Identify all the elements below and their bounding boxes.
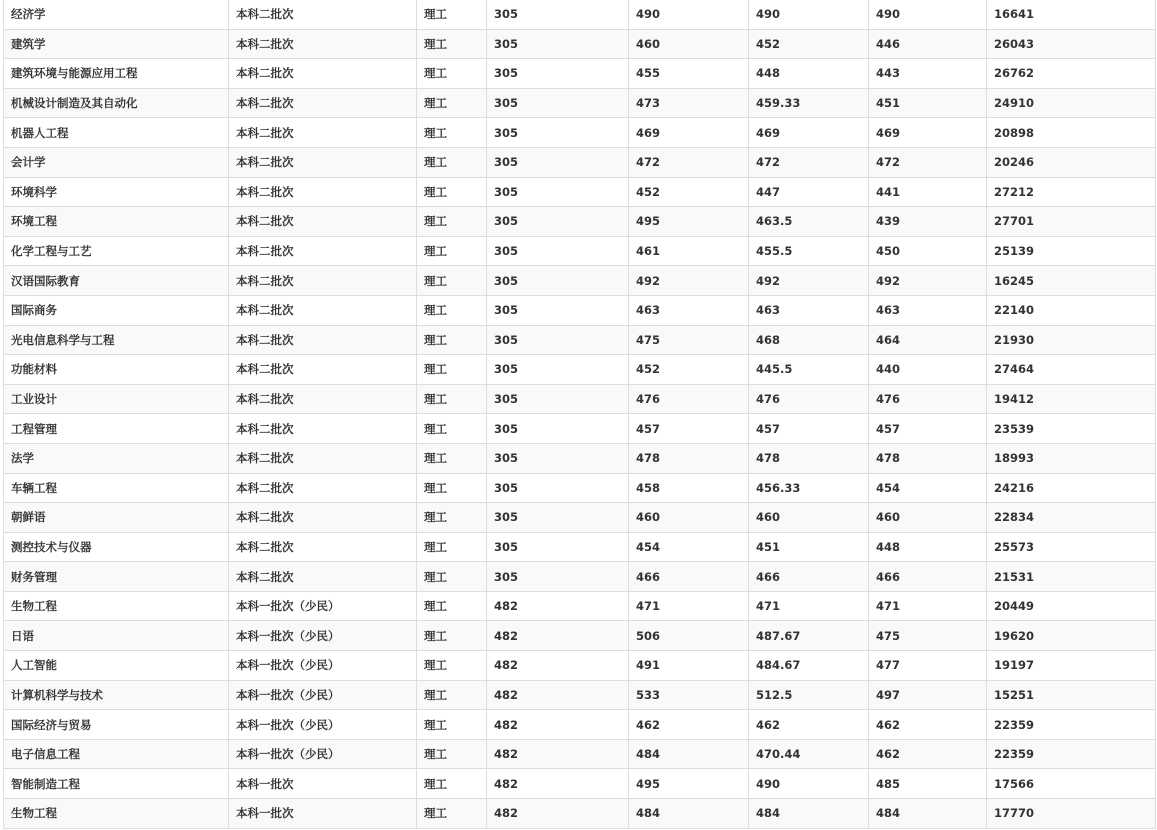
category-cell: 理工 — [417, 443, 487, 473]
batch-cell: 本科二批次 — [229, 443, 417, 473]
table-row — [4, 177, 1156, 207]
batch-cell: 本科二批次 — [229, 266, 417, 296]
max-score-cell: 484 — [629, 799, 749, 829]
batch-cell: 本科二批次 — [229, 177, 417, 207]
category-cell: 理工 — [417, 562, 487, 592]
min-score-cell: 451 — [869, 88, 987, 118]
major-cell: 国际经济与贸易 — [4, 710, 229, 740]
max-score-cell: 455 — [629, 59, 749, 89]
min-score-cell: 464 — [869, 325, 987, 355]
control-line-cell: 305 — [487, 355, 629, 385]
avg-score-cell: 484.67 — [749, 651, 869, 681]
control-line-cell: 482 — [487, 651, 629, 681]
min-score-cell: 443 — [869, 59, 987, 89]
major-cell: 光电信息科学与工程 — [4, 325, 229, 355]
avg-score-cell: 460 — [749, 503, 869, 533]
major-cell: 车辆工程 — [4, 473, 229, 503]
table-row — [4, 769, 1156, 799]
major-cell: 智能制造工程 — [4, 769, 229, 799]
control-line-cell: 305 — [487, 147, 629, 177]
batch-cell: 本科二批次 — [229, 207, 417, 237]
table-row — [4, 295, 1156, 325]
avg-score-cell: 466 — [749, 562, 869, 592]
min-rank-cell: 24216 — [987, 473, 1156, 503]
category-cell: 理工 — [417, 177, 487, 207]
major-cell: 建筑环境与能源应用工程 — [4, 59, 229, 89]
category-cell: 理工 — [417, 651, 487, 681]
max-score-cell: 490 — [629, 0, 749, 29]
control-line-cell: 305 — [487, 503, 629, 533]
table-row — [4, 88, 1156, 118]
major-cell: 财务管理 — [4, 562, 229, 592]
category-cell: 理工 — [417, 0, 487, 29]
control-line-cell: 305 — [487, 118, 629, 148]
min-score-cell: 450 — [869, 236, 987, 266]
min-score-cell: 463 — [869, 295, 987, 325]
table-row — [4, 118, 1156, 148]
min-score-cell: 462 — [869, 710, 987, 740]
category-cell: 理工 — [417, 325, 487, 355]
avg-score-cell: 459.33 — [749, 88, 869, 118]
min-rank-cell: 20246 — [987, 147, 1156, 177]
avg-score-cell: 445.5 — [749, 355, 869, 385]
avg-score-cell: 457 — [749, 414, 869, 444]
control-line-cell: 305 — [487, 177, 629, 207]
category-cell: 理工 — [417, 710, 487, 740]
table-row — [4, 236, 1156, 266]
min-rank-cell: 26043 — [987, 29, 1156, 59]
min-score-cell: 454 — [869, 473, 987, 503]
control-line-cell: 305 — [487, 0, 629, 29]
control-line-cell: 305 — [487, 443, 629, 473]
batch-cell: 本科二批次 — [229, 562, 417, 592]
max-score-cell: 506 — [629, 621, 749, 651]
control-line-cell: 305 — [487, 29, 629, 59]
min-score-cell: 448 — [869, 532, 987, 562]
min-rank-cell: 19197 — [987, 651, 1156, 681]
category-cell: 理工 — [417, 414, 487, 444]
avg-score-cell: 487.67 — [749, 621, 869, 651]
min-rank-cell: 25139 — [987, 236, 1156, 266]
table-row — [4, 503, 1156, 533]
table-row — [4, 29, 1156, 59]
major-cell: 工业设计 — [4, 384, 229, 414]
batch-cell: 本科一批次 — [229, 769, 417, 799]
control-line-cell: 305 — [487, 384, 629, 414]
min-score-cell: 478 — [869, 443, 987, 473]
batch-cell: 本科二批次 — [229, 503, 417, 533]
batch-cell: 本科一批次（少民） — [229, 651, 417, 681]
major-cell: 化学工程与工艺 — [4, 236, 229, 266]
major-cell: 会计学 — [4, 147, 229, 177]
category-cell: 理工 — [417, 266, 487, 296]
category-cell: 理工 — [417, 384, 487, 414]
category-cell: 理工 — [417, 532, 487, 562]
major-cell: 机械设计制造及其自动化 — [4, 88, 229, 118]
max-score-cell: 475 — [629, 325, 749, 355]
max-score-cell: 466 — [629, 562, 749, 592]
control-line-cell: 305 — [487, 88, 629, 118]
min-score-cell: 476 — [869, 384, 987, 414]
avg-score-cell: 455.5 — [749, 236, 869, 266]
major-cell: 功能材料 — [4, 355, 229, 385]
control-line-cell: 482 — [487, 710, 629, 740]
table-row — [4, 621, 1156, 651]
min-rank-cell: 25573 — [987, 532, 1156, 562]
batch-cell: 本科二批次 — [229, 384, 417, 414]
category-cell: 理工 — [417, 591, 487, 621]
control-line-cell: 305 — [487, 532, 629, 562]
control-line-cell: 305 — [487, 562, 629, 592]
batch-cell: 本科二批次 — [229, 59, 417, 89]
control-line-cell: 482 — [487, 591, 629, 621]
category-cell: 理工 — [417, 739, 487, 769]
batch-cell: 本科二批次 — [229, 0, 417, 29]
table-row — [4, 59, 1156, 89]
control-line-cell: 482 — [487, 799, 629, 829]
min-rank-cell: 20898 — [987, 118, 1156, 148]
min-rank-cell: 27701 — [987, 207, 1156, 237]
major-cell: 朝鲜语 — [4, 503, 229, 533]
avg-score-cell: 469 — [749, 118, 869, 148]
batch-cell: 本科二批次 — [229, 236, 417, 266]
category-cell: 理工 — [417, 503, 487, 533]
batch-cell: 本科二批次 — [229, 118, 417, 148]
major-cell: 电子信息工程 — [4, 739, 229, 769]
max-score-cell: 484 — [629, 739, 749, 769]
control-line-cell: 305 — [487, 295, 629, 325]
category-cell: 理工 — [417, 236, 487, 266]
table-row — [4, 651, 1156, 681]
batch-cell: 本科一批次（少民） — [229, 710, 417, 740]
avg-score-cell: 484 — [749, 799, 869, 829]
avg-score-cell: 463.5 — [749, 207, 869, 237]
avg-score-cell: 456.33 — [749, 473, 869, 503]
min-score-cell: 462 — [869, 739, 987, 769]
major-cell: 工程管理 — [4, 414, 229, 444]
table-row — [4, 710, 1156, 740]
min-score-cell: 477 — [869, 651, 987, 681]
max-score-cell: 491 — [629, 651, 749, 681]
control-line-cell: 482 — [487, 680, 629, 710]
max-score-cell: 454 — [629, 532, 749, 562]
major-cell: 环境工程 — [4, 207, 229, 237]
major-cell: 生物工程 — [4, 799, 229, 829]
max-score-cell: 492 — [629, 266, 749, 296]
control-line-cell: 305 — [487, 266, 629, 296]
major-cell: 汉语国际教育 — [4, 266, 229, 296]
category-cell: 理工 — [417, 88, 487, 118]
control-line-cell: 482 — [487, 621, 629, 651]
category-cell: 理工 — [417, 59, 487, 89]
category-cell: 理工 — [417, 799, 487, 829]
avg-score-cell: 470.44 — [749, 739, 869, 769]
min-rank-cell: 27212 — [987, 177, 1156, 207]
avg-score-cell: 462 — [749, 710, 869, 740]
major-cell: 人工智能 — [4, 651, 229, 681]
min-rank-cell: 16245 — [987, 266, 1156, 296]
min-score-cell: 471 — [869, 591, 987, 621]
major-cell: 环境科学 — [4, 177, 229, 207]
min-score-cell: 492 — [869, 266, 987, 296]
category-cell: 理工 — [417, 118, 487, 148]
min-rank-cell: 19412 — [987, 384, 1156, 414]
table-row — [4, 591, 1156, 621]
batch-cell: 本科一批次（少民） — [229, 591, 417, 621]
category-cell: 理工 — [417, 473, 487, 503]
min-rank-cell: 20449 — [987, 591, 1156, 621]
table-row — [4, 0, 1156, 29]
min-rank-cell: 19620 — [987, 621, 1156, 651]
major-cell: 法学 — [4, 443, 229, 473]
batch-cell: 本科一批次 — [229, 799, 417, 829]
admission-scores-table-container — [3, 0, 1155, 829]
batch-cell: 本科二批次 — [229, 147, 417, 177]
min-rank-cell: 17770 — [987, 799, 1156, 829]
batch-cell: 本科二批次 — [229, 325, 417, 355]
table-row — [4, 207, 1156, 237]
min-rank-cell: 21531 — [987, 562, 1156, 592]
max-score-cell: 533 — [629, 680, 749, 710]
batch-cell: 本科二批次 — [229, 295, 417, 325]
control-line-cell: 305 — [487, 473, 629, 503]
avg-score-cell: 492 — [749, 266, 869, 296]
batch-cell: 本科二批次 — [229, 473, 417, 503]
max-score-cell: 452 — [629, 177, 749, 207]
table-body — [4, 0, 1156, 828]
avg-score-cell: 468 — [749, 325, 869, 355]
max-score-cell: 495 — [629, 207, 749, 237]
major-cell: 测控技术与仪器 — [4, 532, 229, 562]
table-row — [4, 384, 1156, 414]
table-row — [4, 443, 1156, 473]
category-cell: 理工 — [417, 621, 487, 651]
min-rank-cell: 18993 — [987, 443, 1156, 473]
max-score-cell: 495 — [629, 769, 749, 799]
category-cell: 理工 — [417, 207, 487, 237]
table-row — [4, 147, 1156, 177]
major-cell: 经济学 — [4, 0, 229, 29]
min-score-cell: 460 — [869, 503, 987, 533]
min-score-cell: 472 — [869, 147, 987, 177]
avg-score-cell: 451 — [749, 532, 869, 562]
batch-cell: 本科二批次 — [229, 355, 417, 385]
min-rank-cell: 24910 — [987, 88, 1156, 118]
max-score-cell: 461 — [629, 236, 749, 266]
min-score-cell: 457 — [869, 414, 987, 444]
min-rank-cell: 22359 — [987, 710, 1156, 740]
table-row — [4, 266, 1156, 296]
batch-cell: 本科二批次 — [229, 29, 417, 59]
major-cell: 机器人工程 — [4, 118, 229, 148]
max-score-cell: 478 — [629, 443, 749, 473]
min-rank-cell: 21930 — [987, 325, 1156, 355]
table-row — [4, 325, 1156, 355]
avg-score-cell: 448 — [749, 59, 869, 89]
max-score-cell: 460 — [629, 29, 749, 59]
category-cell: 理工 — [417, 295, 487, 325]
avg-score-cell: 490 — [749, 769, 869, 799]
table-row — [4, 799, 1156, 829]
avg-score-cell: 447 — [749, 177, 869, 207]
control-line-cell: 482 — [487, 769, 629, 799]
table-row — [4, 532, 1156, 562]
control-line-cell: 305 — [487, 414, 629, 444]
avg-score-cell: 490 — [749, 0, 869, 29]
min-rank-cell: 27464 — [987, 355, 1156, 385]
category-cell: 理工 — [417, 355, 487, 385]
max-score-cell: 473 — [629, 88, 749, 118]
max-score-cell: 458 — [629, 473, 749, 503]
min-score-cell: 475 — [869, 621, 987, 651]
major-cell: 建筑学 — [4, 29, 229, 59]
control-line-cell: 305 — [487, 59, 629, 89]
max-score-cell: 462 — [629, 710, 749, 740]
batch-cell: 本科一批次（少民） — [229, 621, 417, 651]
max-score-cell: 471 — [629, 591, 749, 621]
max-score-cell: 452 — [629, 355, 749, 385]
min-score-cell: 485 — [869, 769, 987, 799]
max-score-cell: 463 — [629, 295, 749, 325]
min-rank-cell: 15251 — [987, 680, 1156, 710]
avg-score-cell: 472 — [749, 147, 869, 177]
min-rank-cell: 22359 — [987, 739, 1156, 769]
min-rank-cell: 16641 — [987, 0, 1156, 29]
admission-scores-table — [3, 0, 1156, 829]
min-score-cell: 490 — [869, 0, 987, 29]
min-score-cell: 439 — [869, 207, 987, 237]
avg-score-cell: 452 — [749, 29, 869, 59]
batch-cell: 本科二批次 — [229, 414, 417, 444]
min-score-cell: 497 — [869, 680, 987, 710]
major-cell: 国际商务 — [4, 295, 229, 325]
table-row — [4, 739, 1156, 769]
min-rank-cell: 26762 — [987, 59, 1156, 89]
table-row — [4, 473, 1156, 503]
min-rank-cell: 17566 — [987, 769, 1156, 799]
major-cell: 生物工程 — [4, 591, 229, 621]
control-line-cell: 305 — [487, 207, 629, 237]
table-row — [4, 680, 1156, 710]
table-row — [4, 414, 1156, 444]
major-cell: 日语 — [4, 621, 229, 651]
avg-score-cell: 476 — [749, 384, 869, 414]
min-score-cell: 446 — [869, 29, 987, 59]
table-row — [4, 355, 1156, 385]
max-score-cell: 457 — [629, 414, 749, 444]
max-score-cell: 469 — [629, 118, 749, 148]
category-cell: 理工 — [417, 769, 487, 799]
table-row — [4, 562, 1156, 592]
avg-score-cell: 512.5 — [749, 680, 869, 710]
batch-cell: 本科二批次 — [229, 532, 417, 562]
batch-cell: 本科二批次 — [229, 88, 417, 118]
min-score-cell: 440 — [869, 355, 987, 385]
avg-score-cell: 471 — [749, 591, 869, 621]
control-line-cell: 305 — [487, 236, 629, 266]
avg-score-cell: 478 — [749, 443, 869, 473]
min-score-cell: 484 — [869, 799, 987, 829]
min-score-cell: 441 — [869, 177, 987, 207]
max-score-cell: 472 — [629, 147, 749, 177]
max-score-cell: 476 — [629, 384, 749, 414]
batch-cell: 本科一批次（少民） — [229, 739, 417, 769]
control-line-cell: 482 — [487, 739, 629, 769]
category-cell: 理工 — [417, 680, 487, 710]
category-cell: 理工 — [417, 29, 487, 59]
max-score-cell: 460 — [629, 503, 749, 533]
major-cell: 计算机科学与技术 — [4, 680, 229, 710]
min-score-cell: 469 — [869, 118, 987, 148]
control-line-cell: 305 — [487, 325, 629, 355]
min-rank-cell: 22140 — [987, 295, 1156, 325]
min-score-cell: 466 — [869, 562, 987, 592]
min-rank-cell: 22834 — [987, 503, 1156, 533]
avg-score-cell: 463 — [749, 295, 869, 325]
min-rank-cell: 23539 — [987, 414, 1156, 444]
category-cell: 理工 — [417, 147, 487, 177]
batch-cell: 本科一批次（少民） — [229, 680, 417, 710]
